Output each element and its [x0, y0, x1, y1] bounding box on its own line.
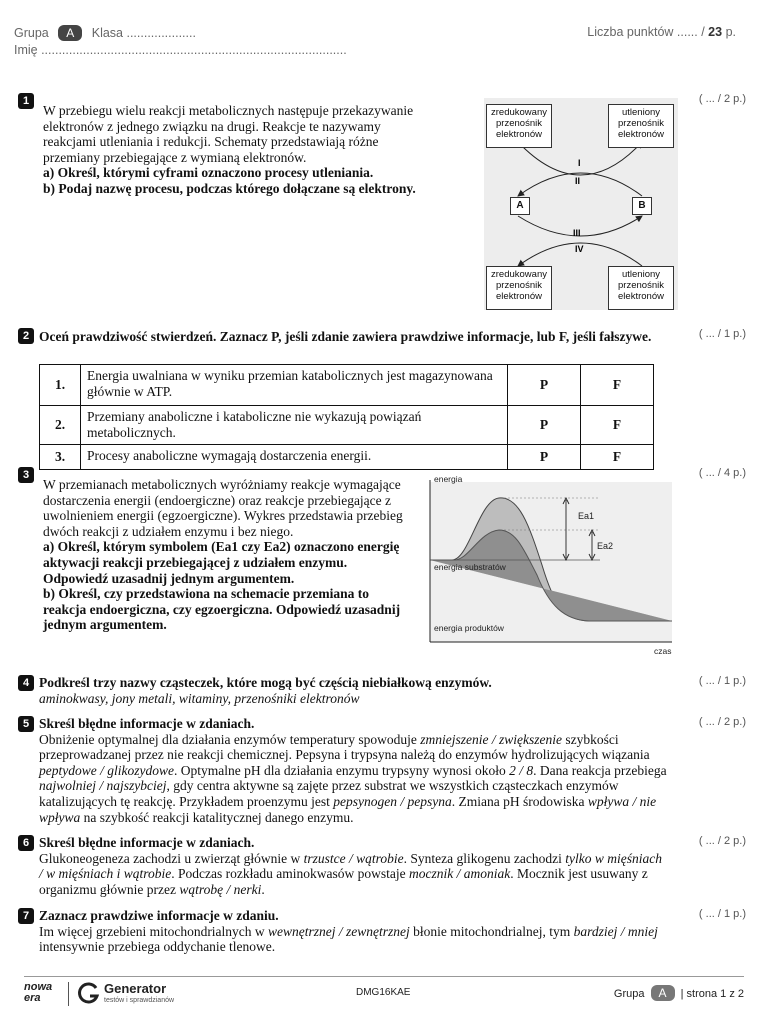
text-segment: . Synteza glikogenu zachodzi	[403, 850, 566, 866]
question-number: 7	[18, 908, 34, 924]
label-iv: IV	[575, 244, 584, 254]
ea2-label: Ea2	[597, 541, 614, 551]
text-segment: błonie mitochondrialnej, tym	[409, 923, 574, 939]
logo-bottom: era	[24, 992, 41, 1004]
question-number: 3	[18, 467, 34, 483]
generator-icon-svg	[77, 981, 101, 1005]
footer-group-badge: A	[651, 985, 675, 1001]
row-number: 1.	[40, 365, 81, 406]
true-false-table	[39, 364, 654, 470]
true-option[interactable]: P	[508, 445, 581, 470]
footer-divider	[24, 976, 744, 977]
task-b: b) Podaj nazwę procesu, podczas którego dołączane są elektrony.	[43, 180, 416, 196]
name-field: Imię ........................................................................................	[14, 43, 347, 57]
points-field	[587, 25, 736, 39]
choice-option[interactable]: mocznik / amoniak	[408, 866, 511, 882]
answer-options: aminokwasy, jony metali, witaminy, przenośniki elektronów	[39, 690, 360, 706]
redox-diagram	[484, 98, 678, 310]
choice-option[interactable]: trzustce / wątrobie	[303, 850, 404, 866]
text-segment: intensywnie przebiega oddychanie tlenowe.	[39, 939, 276, 955]
logo-separator	[68, 982, 69, 1006]
text-segment: . Zmiana pH środowiska	[451, 793, 588, 809]
page-info	[614, 985, 744, 1001]
text-segment: na szybkość reakcji katalitycznej danego enzymu.	[80, 809, 354, 825]
question-4	[39, 675, 679, 706]
text-segment: .	[261, 881, 265, 897]
false-option[interactable]: F	[581, 406, 654, 445]
question-6	[39, 835, 669, 897]
label-iii: III	[573, 228, 581, 238]
false-option[interactable]: F	[581, 445, 654, 470]
question-1	[43, 103, 423, 197]
reduced-carrier-bottom: zredukowany przenośnik elektronów	[486, 266, 552, 310]
question-number: 4	[18, 675, 34, 691]
question-7	[39, 908, 669, 955]
points-total: 23	[708, 25, 723, 39]
question-3	[43, 477, 403, 633]
statement-text: Przemiany anaboliczne i kataboliczne nie wykazują powiązań metabolicznych.	[81, 406, 508, 445]
question-text	[39, 851, 669, 898]
row-number: 2.	[40, 406, 81, 445]
points-box: ( ... / 2 p.)	[698, 835, 746, 847]
text-segment: Obniżenie optymalnej dla działania enzymów temperatury spowoduje	[39, 731, 421, 747]
question-number: 6	[18, 835, 34, 851]
text-segment: Im więcej grzebieni mitochondrialnych w	[39, 923, 269, 939]
task-a: a) Określ, którymi cyframi oznaczono procesy utleniania.	[43, 165, 374, 181]
box-a: A	[510, 197, 530, 215]
question-5	[39, 716, 669, 825]
y-axis-label: energia	[434, 474, 463, 484]
x-axis-label: czas	[654, 646, 672, 656]
points-box: ( ... / 4 p.)	[698, 467, 746, 479]
question-text: W przemianach metabolicznych wyróżniamy reakcje wymagające dostarczenia energii (endoergiczne) oraz reakcje przebiegające z uwolnieniem energii (egzoergiczne). Wykres przedstawia przebieg dwóch reakcji z udziałem enzymu i bez niego.	[43, 477, 403, 539]
question-number: 1	[18, 93, 34, 109]
table-row	[40, 445, 654, 470]
points-box: ( ... / 2 p.)	[698, 93, 746, 105]
question-instruction: Podkreśl trzy nazwy cząsteczek, które mogą być częścią niebiałkową enzymów.	[39, 675, 492, 690]
ea1-label: Ea1	[578, 511, 595, 521]
task-a: a) Określ, którym symbolem (Ea1 czy Ea2) oznaczono energię aktywacji reakcji przebiegającej z udziałem enzymu. Odpowiedź uzasadnij jednym argumentem.	[43, 539, 400, 586]
substrate-label: energia substratów	[434, 562, 506, 572]
text-segment: Glukoneogeneza zachodzi u zwierząt głównie w	[39, 850, 304, 866]
true-option[interactable]: P	[508, 365, 581, 406]
question-text: W przebiegu wielu reakcji metabolicznych następuje przekazywanie elektronów z jednego związku na drugi. Reakcje te nazywamy reakcjami utleniania i redukcji. Schematy przedstawiają różne przemiany przebiegające z wymianą elektronów.	[43, 103, 414, 165]
box-b: B	[632, 197, 652, 215]
reduced-carrier-top: zredukowany przenośnik elektronów	[486, 104, 552, 148]
label-i: I	[578, 158, 581, 168]
generator-logo-text	[104, 982, 174, 1005]
question-instruction: Skreśl błędne informacje w zdaniach.	[39, 716, 255, 731]
text-segment: . Mocznik jest usuwany z organizmu głównie przez	[39, 866, 648, 897]
false-option[interactable]: F	[581, 365, 654, 406]
footer-group-label: Grupa	[613, 988, 645, 1000]
statement-text: Energia uwalniana w wyniku przemian katabolicznych jest magazynowana głównie w ATP.	[81, 365, 508, 406]
statement-text: Procesy anaboliczne wymagają dostarczenia energii.	[81, 445, 508, 470]
points-label: Liczba punktów ...... /	[587, 25, 705, 39]
energy-graph-plot	[424, 470, 680, 660]
choice-option[interactable]: wewnętrznej / zewnętrznej	[268, 923, 410, 939]
choice-option[interactable]: wpływa / nie wpływa	[39, 793, 657, 825]
question-number: 5	[18, 716, 34, 732]
choice-option[interactable]: peptydowe / glikozydowe	[39, 762, 174, 778]
text-segment: . Optymalne pH dla działania enzymu trypsyny wynosi około	[173, 762, 510, 778]
question-instruction: Skreśl błędne informacje w zdaniach.	[39, 835, 255, 850]
class-field: Klasa ....................	[91, 26, 196, 40]
choice-option[interactable]: bardziej / mniej	[573, 923, 658, 939]
text-segment: szybkości przeprowadzanej przez nie reakcji chemicznej. Pepsyna i trypsyna należą do enzymów hydrolizujących wiązania	[39, 731, 650, 763]
choice-option[interactable]: wątrobę / nerki	[179, 881, 262, 897]
text-segment: , gdy centra aktywne są zajęte przez substrat we wszystkich cząsteczkach enzymów katalizujących tę reakcję. Przykładem proenzymu jest	[39, 778, 619, 809]
nowa-era-logo	[24, 982, 60, 1004]
choice-option[interactable]: 2 / 8	[509, 762, 534, 778]
true-option[interactable]: P	[508, 406, 581, 445]
points-box: ( ... / 1 p.)	[698, 908, 746, 920]
table-row	[40, 365, 654, 406]
label-ii: II	[575, 176, 581, 186]
group-field	[14, 25, 196, 41]
text-segment: . Podczas rozkładu aminokwasów powstaje	[171, 866, 409, 882]
logo-top: nowa	[24, 981, 53, 993]
choice-option[interactable]: najwolniej / najszybciej	[39, 778, 167, 794]
points-box: ( ... / 1 p.)	[698, 328, 746, 340]
table-row	[40, 406, 654, 445]
page-number: | strona 1 z 2	[680, 988, 744, 1000]
group-label: Grupa	[14, 26, 49, 40]
choice-option[interactable]: pepsynogen / pepsyna	[333, 793, 452, 809]
points-box: ( ... / 1 p.)	[698, 675, 746, 687]
oxidized-carrier-bottom: utleniony przenośnik elektronów	[608, 266, 674, 310]
question-text	[39, 732, 669, 826]
document-code: DMG16KAE	[356, 987, 411, 998]
generator-title: Generator	[104, 981, 167, 996]
row-number: 3.	[40, 445, 81, 470]
question-instruction: Zaznacz prawdziwe informacje w zdaniu.	[39, 908, 279, 923]
choice-option[interactable]: tylko w mięśniach / w mięśniach i wątrobie	[39, 850, 662, 882]
oxidized-carrier-top: utleniony przenośnik elektronów	[608, 104, 674, 148]
group-badge: A	[58, 25, 82, 41]
points-suffix: p.	[725, 25, 736, 39]
question-number: 2	[18, 328, 34, 344]
product-label: energia produktów	[434, 623, 504, 633]
generator-subtitle: testów i sprawdzianów	[104, 997, 175, 1004]
points-box: ( ... / 2 p.)	[698, 716, 746, 728]
task-b: b) Określ, czy przedstawiona na schemacie przemiana to reakcja endoergiczna, czy egzoergiczna. Odpowiedź uzasadnij jednym argumentem.	[43, 586, 401, 633]
energy-graph	[424, 470, 680, 660]
question-text	[39, 924, 669, 955]
generator-icon	[77, 981, 101, 1005]
choice-option[interactable]: zmniejszenie / zwiększenie	[420, 731, 562, 747]
question-2-instruction: Oceń prawdziwość stwierdzeń. Zaznacz P, jeśli zdanie zawiera prawdziwe informacje, lub F, jeśli fałszywe.	[39, 329, 652, 344]
generator-g-shape	[80, 984, 97, 1002]
text-segment: . Dana reakcja przebiega	[533, 762, 667, 778]
